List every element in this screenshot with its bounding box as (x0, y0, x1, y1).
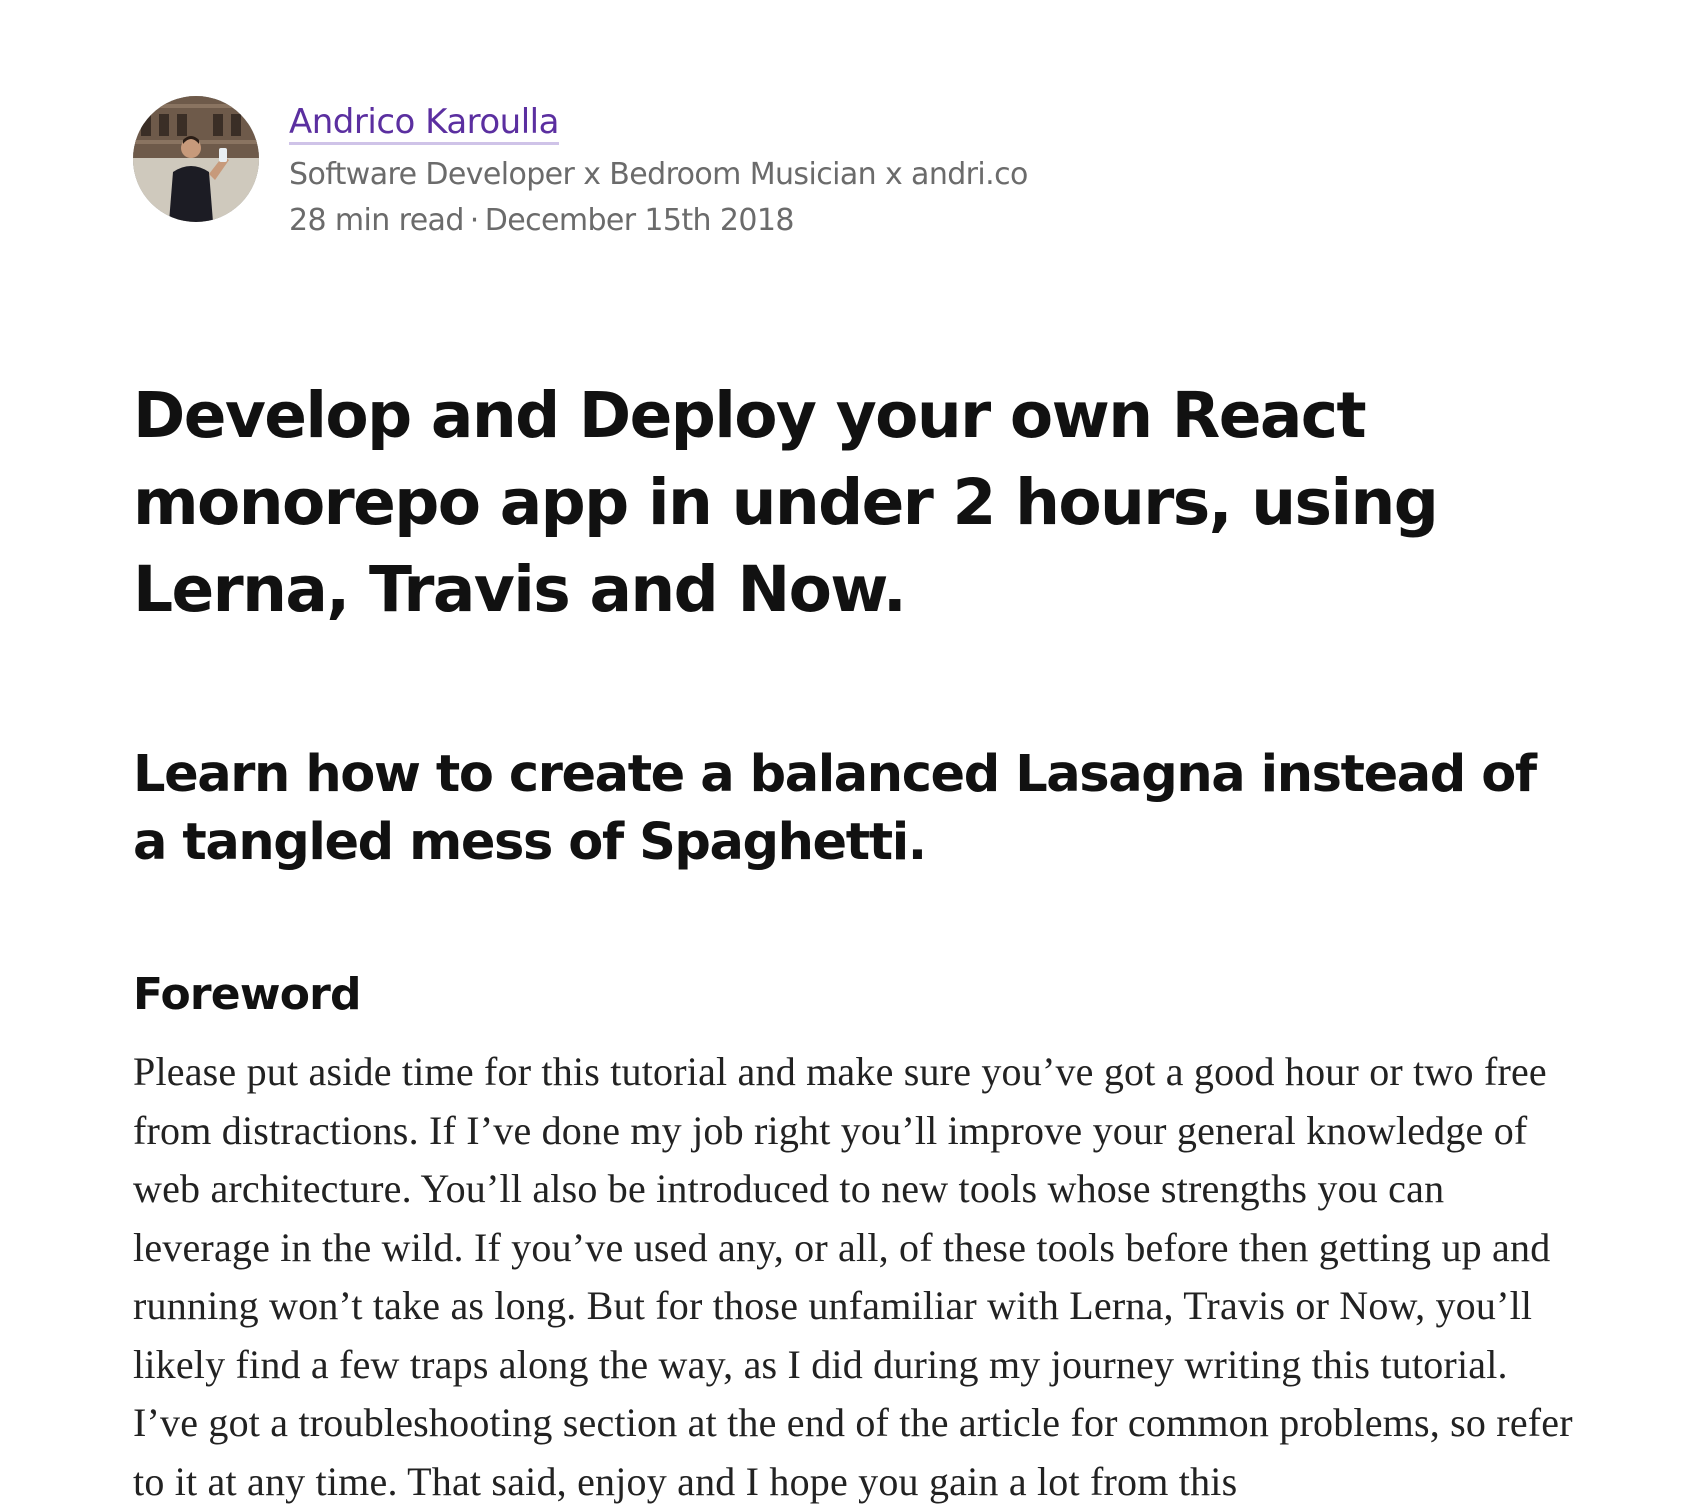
author-name-link[interactable]: Andrico Karoulla (289, 102, 559, 145)
article-body (133, 372, 1573, 1506)
author-avatar[interactable] (133, 96, 259, 222)
article-meta (289, 201, 1028, 241)
author-info (289, 96, 1028, 241)
read-time: 28 min read (289, 203, 464, 238)
article-title: Develop and Deploy your own React monorepo app in under 2 hours, using Lerna, Travis and Now. (133, 379, 1438, 626)
author-bio: Software Developer x Bedroom Musician x andri.co (289, 157, 1028, 192)
publish-date: December 15th 2018 (484, 203, 794, 238)
section-heading-foreword: Foreword (133, 969, 361, 1020)
foreword-paragraph: Please put aside time for this tutorial and make sure you’ve got a good hour or two free from distractions. If I’ve done my job right you’ll improve your general knowledge of web architecture. You’ll also be introduced to new tools whose strengths you can leverage in the wild. If you’ve used any, or all, of these tools before then getting up and running won’t take as long. But for those unfamiliar with Lerna, Travis or Now, you’ll likely find a few traps along the way, as I did during my journey writing this tutorial. I’ve got a troubleshooting section at the end of the article for common problems, so refer to it at any time. That said, enjoy and I hope you gain a lot from this (133, 1049, 1573, 1504)
author-block (133, 96, 1028, 241)
avatar-photo-icon (133, 96, 259, 222)
article-subtitle: Learn how to create a balanced Lasagna instead of a tangled mess of Spaghetti. (133, 745, 1536, 872)
meta-separator: · (469, 203, 479, 238)
